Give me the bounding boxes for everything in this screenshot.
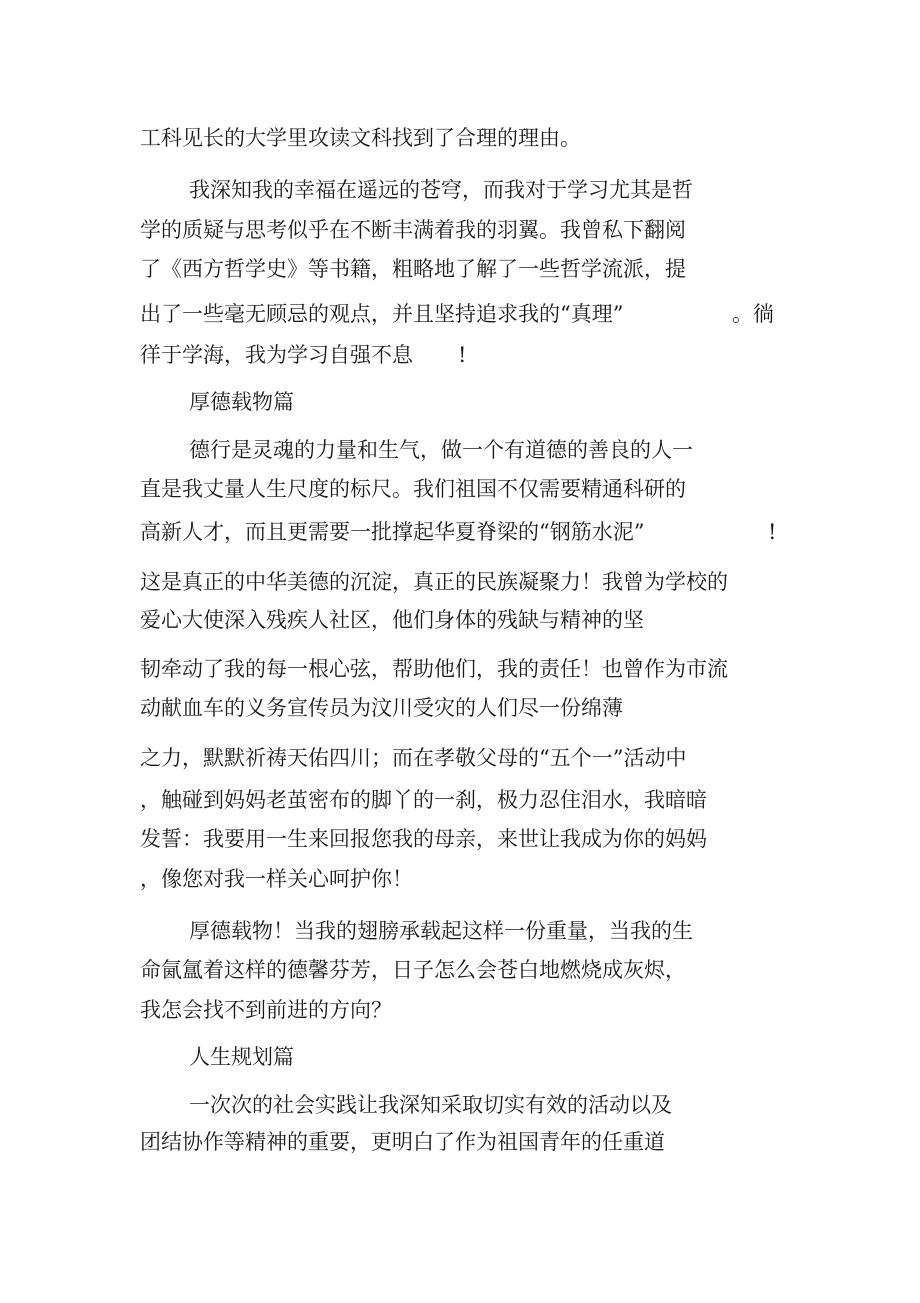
text-line [0, 955, 920, 985]
text-line [0, 254, 920, 284]
text-segment: 了《西方哲学史》等书籍，粗略地了解了一些哲学流派，提 [140, 257, 686, 281]
text-line [0, 693, 920, 723]
text-segment: 出了一些毫无顾忌的观点，并且坚持追求我的“真理” [140, 302, 624, 326]
text-line [0, 605, 920, 635]
text-segment: ! [458, 343, 467, 367]
section-heading [0, 1042, 920, 1072]
text-line [0, 215, 920, 245]
text-segment: 之力，默默祈祷天佑四川；而在孝敬父母的“五个一”活动中 [140, 746, 687, 770]
text-segment: 一次次的社会实践让我深知采取切实有效的活动以及 [189, 1093, 672, 1117]
text-line [0, 995, 920, 1025]
text-segment: 我深知我的幸福在遥远的苍穹，而我对于学习尤其是哲 [189, 178, 693, 202]
section-heading [0, 387, 920, 417]
text-segment: 发誓：我要用一生来回报您我的母亲，来世让我成为你的妈妈 [140, 827, 707, 851]
text-segment: 人生规划篇 [189, 1045, 294, 1069]
text-segment: 团结协作等精神的重要，更明白了作为祖国青年的任重道 [140, 1130, 665, 1154]
paragraph-first-line [0, 916, 920, 946]
text-line [0, 864, 920, 894]
text-segment: 我怎会找不到前进的方向？ [140, 998, 392, 1022]
text-segment: ! [768, 520, 777, 544]
text-line [0, 474, 920, 504]
text-segment: 厚德载物篇 [189, 390, 294, 414]
text-segment: 直是我丈量人生尺度的标尺。我们祖国不仅需要精通科研的 [140, 477, 686, 501]
text-line [0, 743, 920, 773]
text-line [0, 824, 920, 854]
text-segment: ，像您对我一样关心呵护你！ [140, 867, 413, 891]
text-segment: 动献血车的义务宣传员为汶川受灾的人们尽一份绵薄 [140, 696, 623, 720]
paragraph-first-line [0, 175, 920, 205]
paragraph-first-line [0, 435, 920, 465]
paragraph-first-line [0, 1090, 920, 1120]
text-line [0, 123, 920, 153]
text-line [0, 340, 920, 370]
text-segment: 高新人才，而且更需要一批撑起华夏脊梁的“钢筋水泥” [140, 520, 645, 544]
text-segment: ，触碰到妈妈老茧密布的脚丫的一刹，极力忍住泪水，我暗暗 [140, 788, 707, 812]
text-line [0, 654, 920, 684]
text-segment: 爱心大使深入残疾人社区，他们身体的残缺与精神的坚 [140, 608, 644, 632]
text-segment: 这是真正的中华美德的沉淀，真正的民族凝聚力！我曾为学校的 [140, 570, 728, 594]
text-line [0, 567, 920, 597]
text-line [0, 1127, 920, 1157]
text-segment: 德行是灵魂的力量和生气，做一个有道德的善良的人一 [189, 438, 693, 462]
text-segment: 韧牵动了我的每一根心弦，帮助他们，我的责任！也曾作为市流 [140, 657, 728, 681]
text-segment: 学的质疑与思考似乎在不断丰满着我的羽翼。我曾私下翻阅 [140, 218, 686, 242]
text-line [0, 517, 920, 547]
text-segment: 徉于学海，我为学习自强不息 [140, 343, 413, 367]
text-segment: 。徜 [732, 302, 774, 326]
text-segment: 命氤氲着这样的德馨芬芳，日子怎么会苍白地燃烧成灰烬， [140, 958, 686, 982]
text-line [0, 785, 920, 815]
text-segment: 工科见长的大学里攻读文科找到了合理的理由。 [140, 126, 581, 150]
text-line [0, 299, 920, 329]
text-segment: 厚德载物！当我的翅膀承载起这样一份重量，当我的生 [189, 919, 693, 943]
